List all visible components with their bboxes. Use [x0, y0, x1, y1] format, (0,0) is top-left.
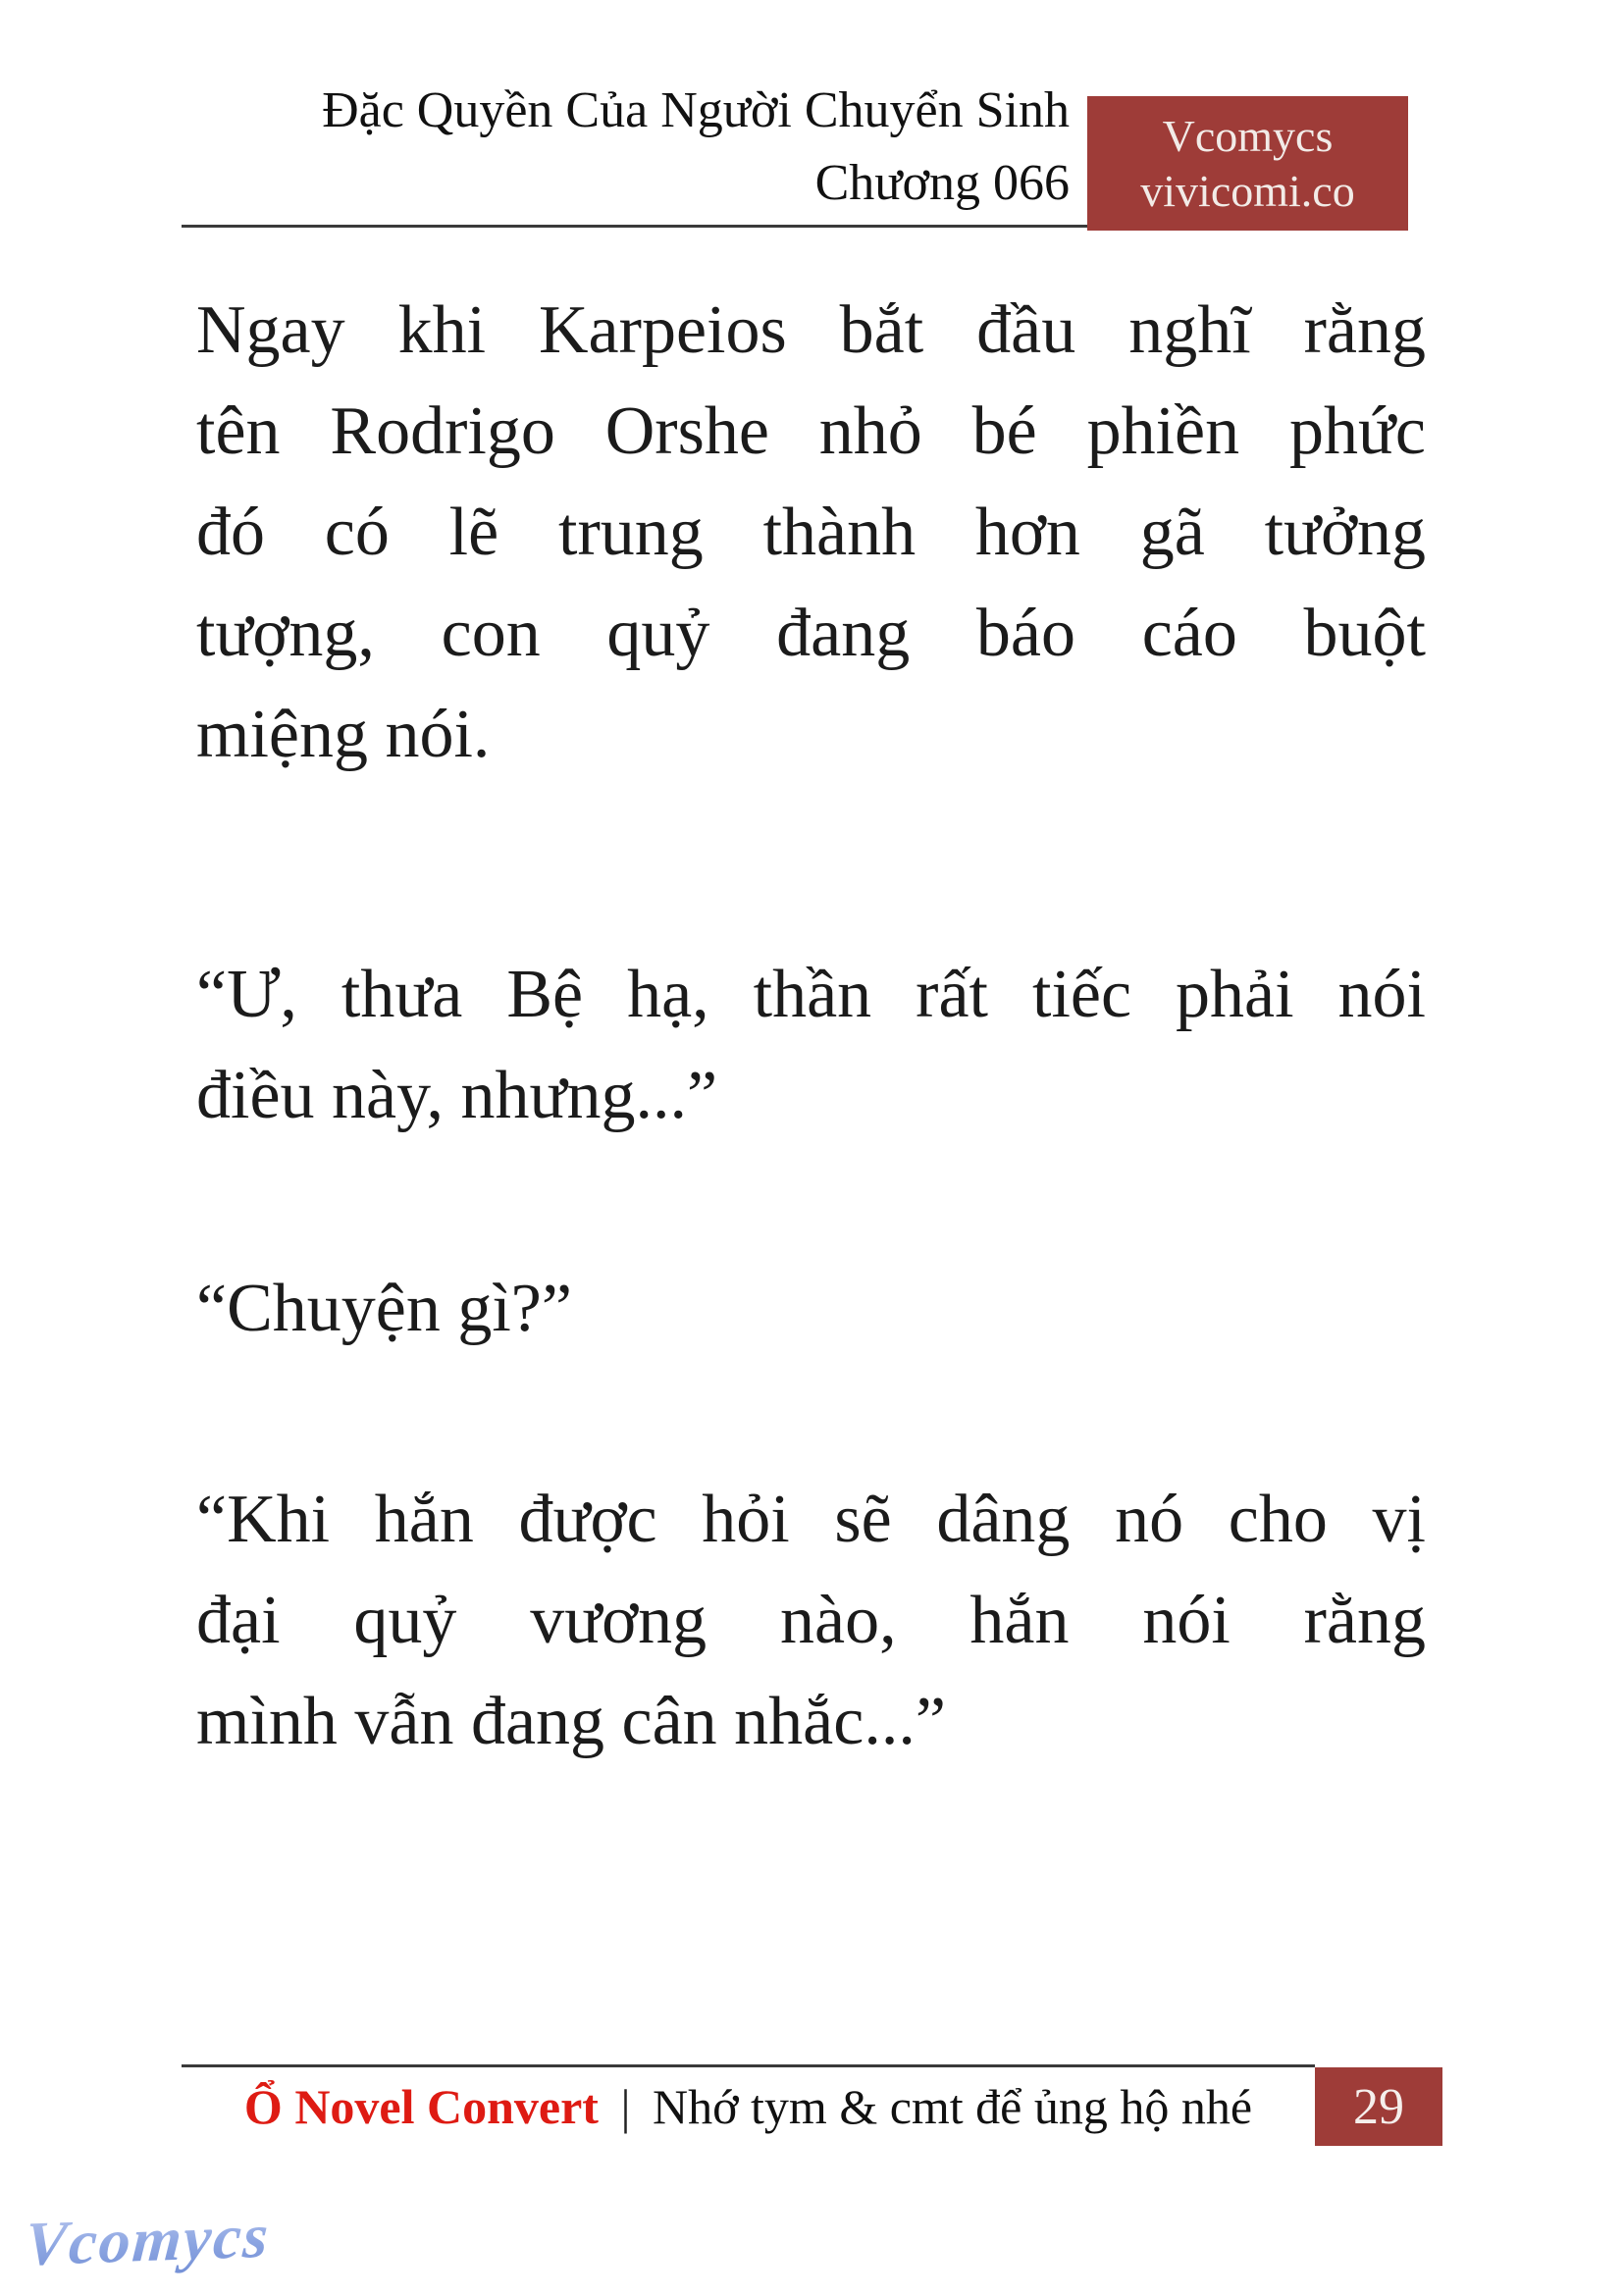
footer-brand: Ổ Novel Convert — [243, 2079, 599, 2134]
chapter-label: Chương 066 — [814, 155, 1070, 211]
page-header — [322, 75, 1070, 220]
text-line: đại quỷ vương nào, hắn nói rằng — [196, 1583, 1426, 1658]
footer-divider — [182, 2064, 1315, 2067]
paragraph — [196, 1258, 1426, 1359]
vcomycs-watermark-logo: Vcomycs — [23, 2200, 273, 2279]
text-line: điều này, nhưng...” — [196, 1058, 718, 1133]
text-line: mình vẫn đang cân nhắc...” — [196, 1684, 946, 1759]
brand-site: vivicomi.co — [1140, 165, 1355, 216]
page-number: 29 — [1353, 2078, 1404, 2135]
text-line: “Khi hắn được hỏi sẽ dâng nó cho vị — [196, 1482, 1426, 1557]
text-line: Ngay khi Karpeios bắt đầu nghĩ rằng — [196, 292, 1426, 368]
header-divider — [182, 225, 1087, 228]
text-line: tên Rodrigo Orshe nhỏ bé phiền phức — [196, 393, 1426, 469]
brand-name: Vcomycs — [1162, 110, 1334, 161]
brand-box — [1087, 96, 1408, 231]
paragraph — [196, 1469, 1426, 1772]
page-footer — [182, 2076, 1315, 2137]
text-line: miệng nói. — [196, 697, 491, 772]
paragraph — [196, 280, 1426, 785]
footer-message: Nhớ tym & cmt để ủng hộ nhé — [652, 2079, 1253, 2134]
footer-separator: | — [620, 2079, 631, 2134]
paragraph — [196, 944, 1426, 1146]
text-line: đó có lẽ trung thành hơn gã tưởng — [196, 495, 1426, 570]
text-line: “Chuyện gì?” — [196, 1271, 572, 1346]
page-number-badge — [1315, 2067, 1442, 2146]
text-line: “Ư, thưa Bệ hạ, thần rất tiếc phải nói — [196, 957, 1426, 1032]
text-line: tượng, con quỷ đang báo cáo buột — [196, 596, 1426, 671]
page-title: Đặc Quyền Của Người Chuyển Sinh — [322, 82, 1070, 138]
